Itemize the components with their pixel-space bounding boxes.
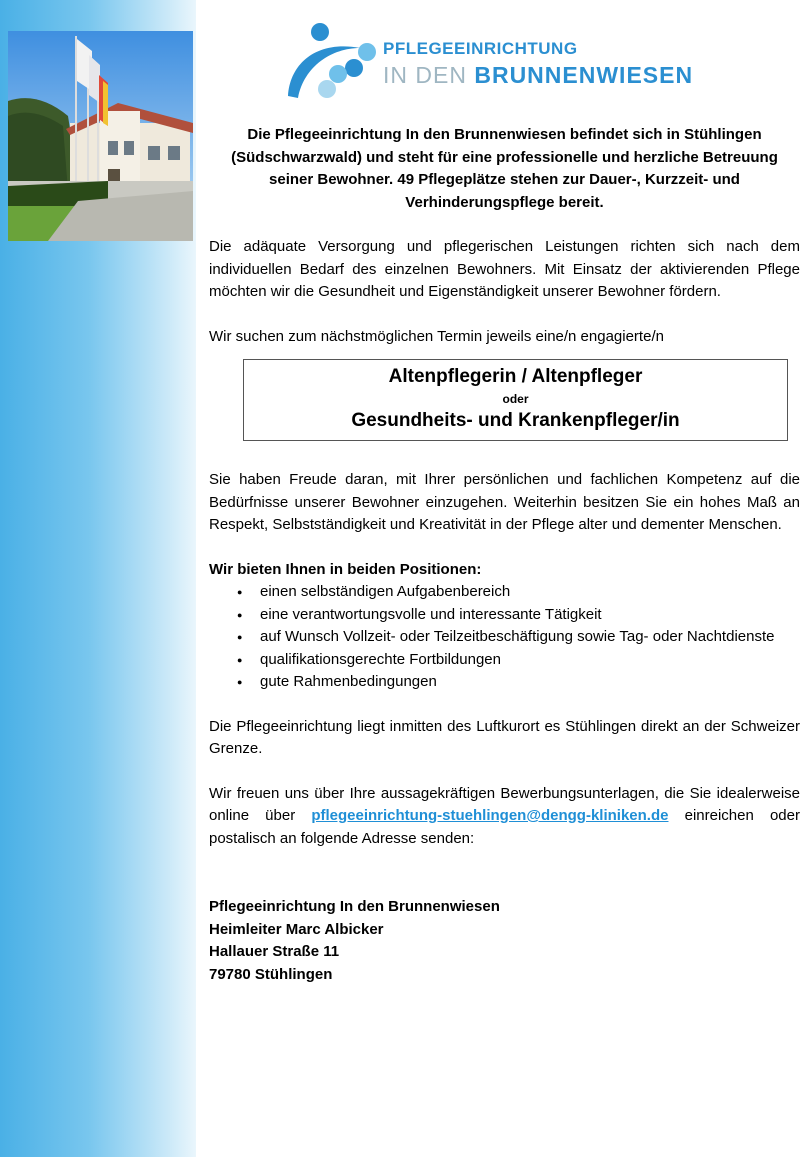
job-or: oder (502, 392, 529, 406)
application-paragraph: Wir freuen uns über Ihre aussagekräftigen Bewerbungsunterlagen, die Sie idealerweise online über pflegeeinrichtung-stuehlingen@dengg-kliniken.de einreichen oder postalisch an folgende Adresse senden: (209, 784, 800, 847)
job-title-1: Altenpflegerin / Altenpfleger (388, 366, 643, 387)
address-line: Hallauer Straße 11 (209, 943, 340, 960)
requirements-paragraph: Sie haben Freude daran, mit Ihrer persönlichen und fachlichen Kompetenz auf die Bedürfnisse unserer Bewohner einzugehen. Weiterhin besitzen Sie ein hohes Maß an Respekt, Selbstständigkeit und Kreativität in der Pflege alter und dementer Menschen. (209, 471, 800, 533)
address-line: 79780 Stühlingen (209, 965, 333, 983)
offer-list (209, 581, 800, 694)
list-item: ● eine verantwortungsvolle und interessante Tätigkeit (260, 604, 800, 627)
care-paragraph: Die adäquate Versorgung und pflegerischen Leistungen richten sich nach dem individuellen Bedarf des einzelnen Bewohners. Mit Einsatz der aktivierenden Pflege möchten wir die Gesundheit und Eigenständigkeit unserer Bewohner fördern. (209, 238, 800, 300)
email-link[interactable]: pflegeeinrichtung-stuehlingen@dengg-kliniken.de (311, 807, 669, 824)
logo-text-top: PFLEGEEINRICHTUNG (383, 39, 578, 58)
address-line: Pflegeeinrichtung In den Brunnenwiesen (209, 898, 500, 915)
list-item: ● gute Rahmenbedingungen (260, 671, 800, 694)
building-photo (8, 31, 193, 241)
logo (282, 18, 742, 103)
list-item: ● qualifikationsgerechte Fortbildungen (260, 649, 800, 672)
list-item: ● einen selbständigen Aufgabenbereich (260, 581, 800, 604)
job-title-box (243, 359, 788, 441)
offer-heading: Wir bieten Ihnen in beiden Positionen: (209, 560, 482, 578)
search-paragraph: Wir suchen zum nächstmöglichen Termin jeweils eine/n engagierte/n (209, 327, 664, 345)
logo-mark-icon (282, 18, 382, 103)
address-block (209, 896, 800, 986)
address-line: Heimleiter Marc Albicker (209, 920, 384, 938)
job-title-2: Gesundheits- und Krankenpfleger/in (351, 410, 680, 431)
intro-text: Die Pflegeeinrichtung In den Brunnenwiesen befindet sich in Stühlingen (Südschwarzwald) und steht für eine professionelle und herzliche Betreuung seiner Bewohner. 49 Pflegeplätze stehen zur Dauer-, Kurzzeit- und Verhinderungspflege bereit. (231, 126, 778, 211)
main-content (209, 124, 800, 986)
list-item: ● auf Wunsch Vollzeit- oder Teilzeitbeschäftigung sowie Tag- oder Nachtdienste (260, 626, 800, 649)
location-paragraph: Die Pflegeeinrichtung liegt inmitten des Luftkurort es Stühlingen direkt an der Schweizer Grenze. (209, 717, 800, 757)
logo-text-bottom: IN DEN BRUNNENWIESEN (383, 62, 694, 88)
